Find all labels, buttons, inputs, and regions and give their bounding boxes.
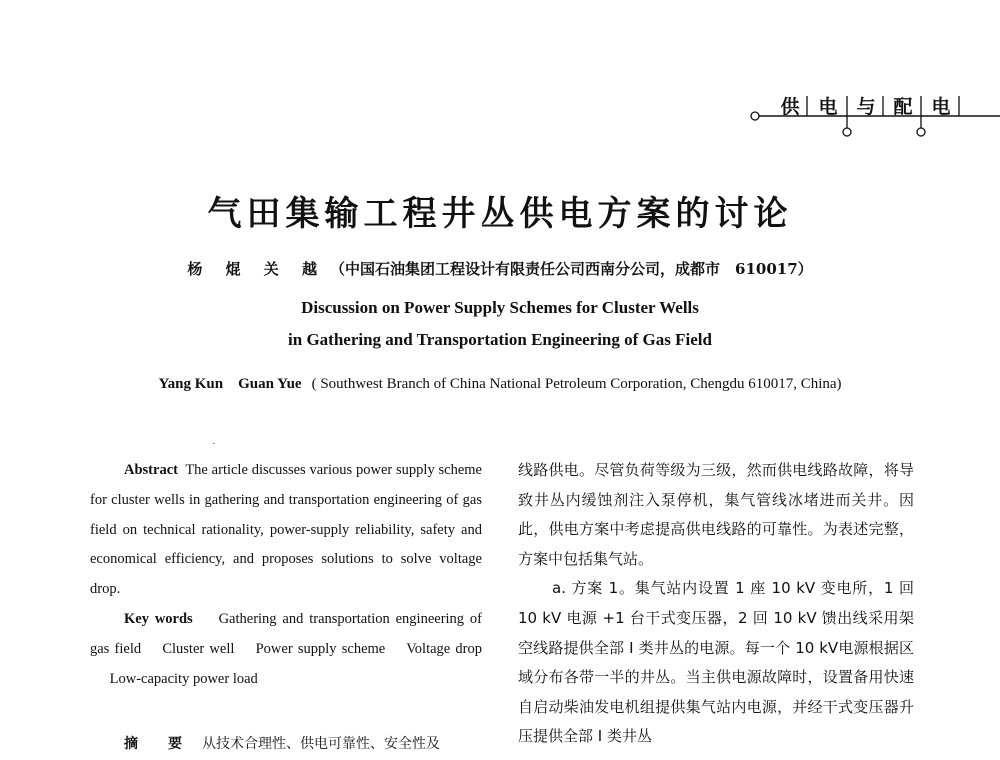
body-paragraph: a. 方案 1。集气站内设置 1 座 10 kV 变电所，1 回10 kV 电源 +1 台干式变压器，2 回 10 kV 馈出线采用架空线路提供全部 Ⅰ 类井丛的电源。每一个 10 kV电源根据区域分布各带一半的井丛。当主供电源故障时，设置备用快速自启动柴油发电机组提供集气站内电源，并经干式变压器升压提供全部 Ⅰ 类井丛 bbox=[518, 579, 914, 746]
keywords-en bbox=[90, 605, 482, 694]
keyword-item: Power supply scheme bbox=[255, 640, 386, 657]
abstract-cn-text: 从技术合理性、供电可靠性、安全性及 bbox=[202, 736, 440, 752]
keyword-item: Voltage drop bbox=[406, 640, 483, 657]
section-char: 配 bbox=[893, 96, 913, 118]
authors-cn bbox=[0, 258, 1000, 279]
abstract-text: The article discusses various power supply scheme for cluster wells in gathering and transportation engineering of gas field on technical rationality, power-supply reliability, safety and economical efficiency, and proposes solutions to solve voltage drop. bbox=[90, 462, 482, 598]
keyword-item: Gathering and transportation engineering of gas field bbox=[90, 610, 482, 657]
section-header bbox=[745, 88, 1000, 148]
abstract-cn-label: 摘 要 bbox=[124, 736, 190, 752]
paper-title-en-line1: Discussion on Power Supply Schemes for Cluster Wells bbox=[301, 298, 699, 317]
abstract-label: Abstract bbox=[124, 462, 178, 478]
author-names-cn: 杨 焜 关 越 bbox=[187, 260, 327, 278]
keyword-item: Cluster well bbox=[162, 640, 235, 657]
abstract-cn bbox=[124, 730, 440, 760]
abstract-en bbox=[90, 456, 482, 605]
author-names-en: Yang Kun Guan Yue bbox=[158, 376, 302, 392]
keyword-item: Low-capacity power load bbox=[109, 670, 258, 687]
section-char: 与 bbox=[856, 96, 876, 118]
speck bbox=[213, 443, 215, 444]
section-char: 供 bbox=[780, 96, 800, 118]
affiliation-cn: （中国石油集团工程设计有限责任公司西南分公司，成都市 610017） bbox=[330, 260, 813, 278]
affiliation-en: ( Southwest Branch of China National Petroleum Corporation, Chengdu 610017, China) bbox=[311, 376, 842, 392]
left-column bbox=[90, 456, 483, 752]
body-paragraph: 线路供电。尽管负荷等级为三级，然而供电线路故障，将导致井丛内缓蚀剂注入泵停机，集气管线冰堵进而关井。因此，供电方案中考虑提高供电线路的可靠性。为表述完整，方案中包括集气站。 bbox=[518, 461, 914, 568]
paper-title-cn: 气田集输工程井丛供电方案的讨论 bbox=[207, 194, 793, 234]
section-char: 电 bbox=[818, 96, 838, 118]
authors-en bbox=[0, 372, 1000, 393]
section-char: 电 bbox=[931, 96, 951, 118]
right-column bbox=[518, 456, 914, 752]
paper-title-en-line2: in Gathering and Transportation Engineering of Gas Field bbox=[288, 330, 712, 349]
keywords-label: Key words bbox=[124, 610, 193, 627]
